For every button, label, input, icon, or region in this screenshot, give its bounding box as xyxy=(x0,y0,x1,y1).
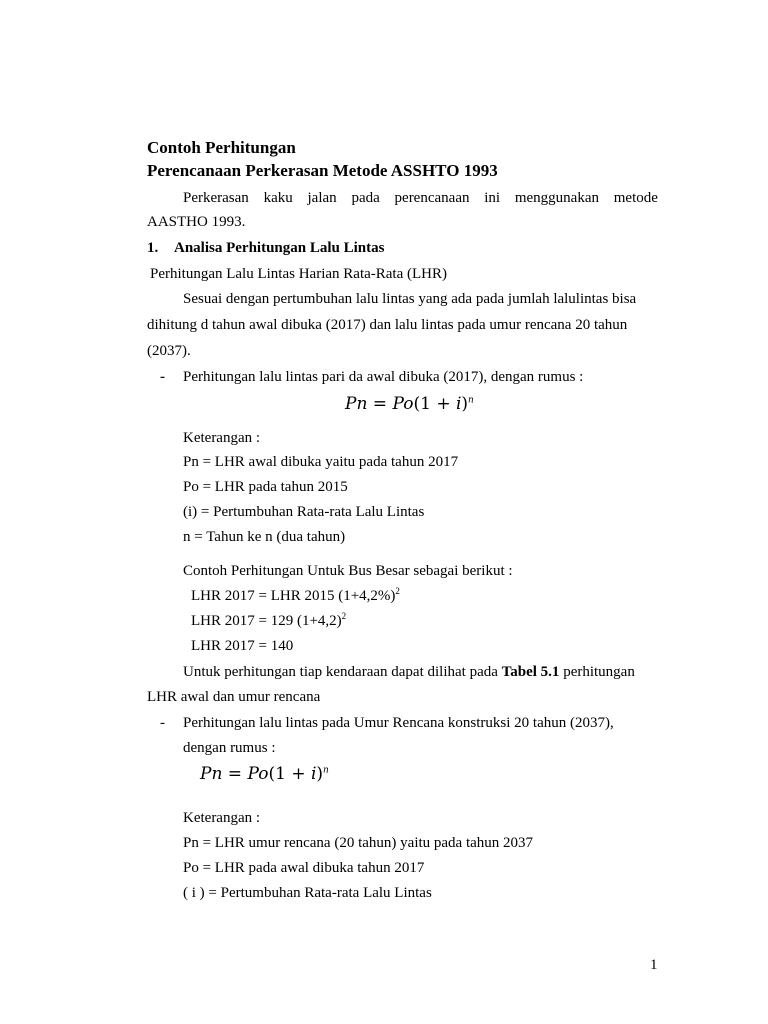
keterangan-item: ( i ) = Pertumbuhan Rata-rata Lalu Lintas xyxy=(183,885,432,901)
section-1-title: Analisa Perhitungan Lalu Lintas xyxy=(174,240,385,256)
intro-word: pada xyxy=(351,190,380,206)
keterangan-heading-1: Keterangan : xyxy=(183,430,261,446)
bullet-text-1: Perhitungan lalu lintas pari da awal dibuka (2017), dengan rumus : xyxy=(183,369,584,385)
intro-line-2: AASTHO 1993. xyxy=(147,214,246,230)
keterangan-item: (i) = Pertumbuhan Rata-rata Lalu Lintas xyxy=(183,504,425,520)
bullet-marker-1: - xyxy=(160,369,165,385)
title-line-1: Contoh Perhitungan xyxy=(147,138,296,157)
page-number: 1 xyxy=(650,957,658,973)
example-line: LHR 2017 = 140 xyxy=(191,638,294,654)
intro-word: jalan xyxy=(307,190,337,206)
paragraph-line-2: dihitung d tahun awal dibuka (2017) dan lalu lintas pada umur rencana 20 tahun xyxy=(147,317,628,333)
paragraph-line-1: Sesuai dengan pertumbuhan lalu lintas yang ada pada jumlah lalulintas bisa xyxy=(183,291,637,307)
example-line: LHR 2017 = LHR 2015 $(1+4,2\%)^2$ xyxy=(191,586,400,604)
lhr-heading: Perhitungan Lalu Lintas Harian Rata-Rata (LHR) xyxy=(150,266,447,282)
bullet-text-2b: dengan rumus : xyxy=(183,740,276,756)
example-line: LHR 2017 = 129 $(1+4,2)^2$ xyxy=(191,611,347,629)
title-line-2: Perencanaan Perkerasan Metode ASSHTO 1993 xyxy=(147,161,498,180)
table-reference: Tabel 5.1 xyxy=(501,664,560,680)
intro-word: metode xyxy=(613,190,658,206)
intro-word: menggunakan xyxy=(514,190,599,206)
keterangan-item: Po = LHR pada awal dibuka tahun 2017 xyxy=(183,860,425,876)
intro-word: ini xyxy=(484,190,501,206)
note-line-1: Untuk perhitungan tiap kendaraan dapat dilihat pada Tabel 5.1 perhitungan xyxy=(183,664,635,680)
formula-2: $Pn = Po(1 + i)^n$ xyxy=(200,764,329,784)
keterangan-item: Pn = LHR awal dibuka yaitu pada tahun 2017 xyxy=(183,454,459,470)
intro-word: perencanaan xyxy=(394,190,470,206)
keterangan-item: n = Tahun ke n (dua tahun) xyxy=(183,529,346,545)
intro-line-1 xyxy=(183,189,658,207)
example-heading: Contoh Perhitungan Untuk Bus Besar sebagai berikut : xyxy=(183,563,513,579)
intro-word: kaku xyxy=(263,190,293,206)
section-1-number: 1. xyxy=(147,240,159,256)
note-line-2: LHR awal dan umur rencana xyxy=(147,689,321,705)
intro-word: Perkerasan xyxy=(183,190,249,206)
formula-1: $Pn = Po(1 + i)^n$ xyxy=(345,394,474,414)
keterangan-item: Po = LHR pada tahun 2015 xyxy=(183,479,348,495)
bullet-text-2: Perhitungan lalu lintas pada Umur Rencana konstruksi 20 tahun (2037), xyxy=(183,715,614,731)
keterangan-heading-2: Keterangan : xyxy=(183,810,261,826)
bullet-marker-2: - xyxy=(160,715,165,731)
paragraph-line-3: (2037). xyxy=(147,343,191,359)
keterangan-item: Pn = LHR umur rencana (20 tahun) yaitu pada tahun 2037 xyxy=(183,835,534,851)
